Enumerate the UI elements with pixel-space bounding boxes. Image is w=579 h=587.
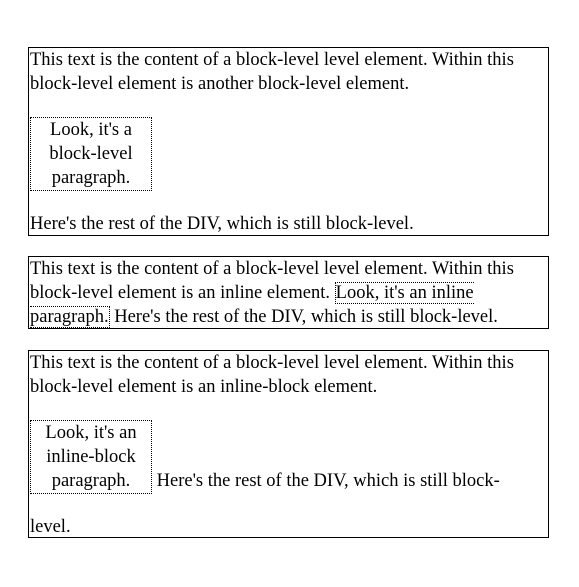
inline-paragraph: Look, it's an inline paragraph. — [30, 283, 474, 327]
inline-div — [28, 256, 549, 329]
inline-block-div-rest-text: Here's the rest of the DIV, which is still block- — [156, 471, 500, 491]
inline-block-div — [28, 350, 549, 538]
block-div-intro-text: This text is the content of a block-level level element. Within this block-level element is another block-level element. — [30, 50, 514, 94]
inline-block-div-intro-text: This text is the content of a block-level level element. Within this block-level element is an inline-block element. — [30, 353, 514, 397]
inline-block-paragraph: Look, it's an inline-block paragraph. — [30, 420, 152, 494]
block-level-paragraph: Look, it's a block-level paragraph. — [30, 117, 152, 191]
block-div-rest-text: Here's the rest of the DIV, which is still block-level. — [30, 214, 414, 234]
inline-div-intro-text: This text is the content of a block-level level element. Within this block-level element is an inline element. — [30, 259, 514, 303]
inline-block-row — [30, 420, 548, 494]
block-level-div — [28, 47, 549, 236]
inline-div-rest-text: Here's the rest of the DIV, which is still block-level. — [114, 307, 498, 327]
inline-block-div-rest-text-continued: level. — [30, 517, 71, 537]
